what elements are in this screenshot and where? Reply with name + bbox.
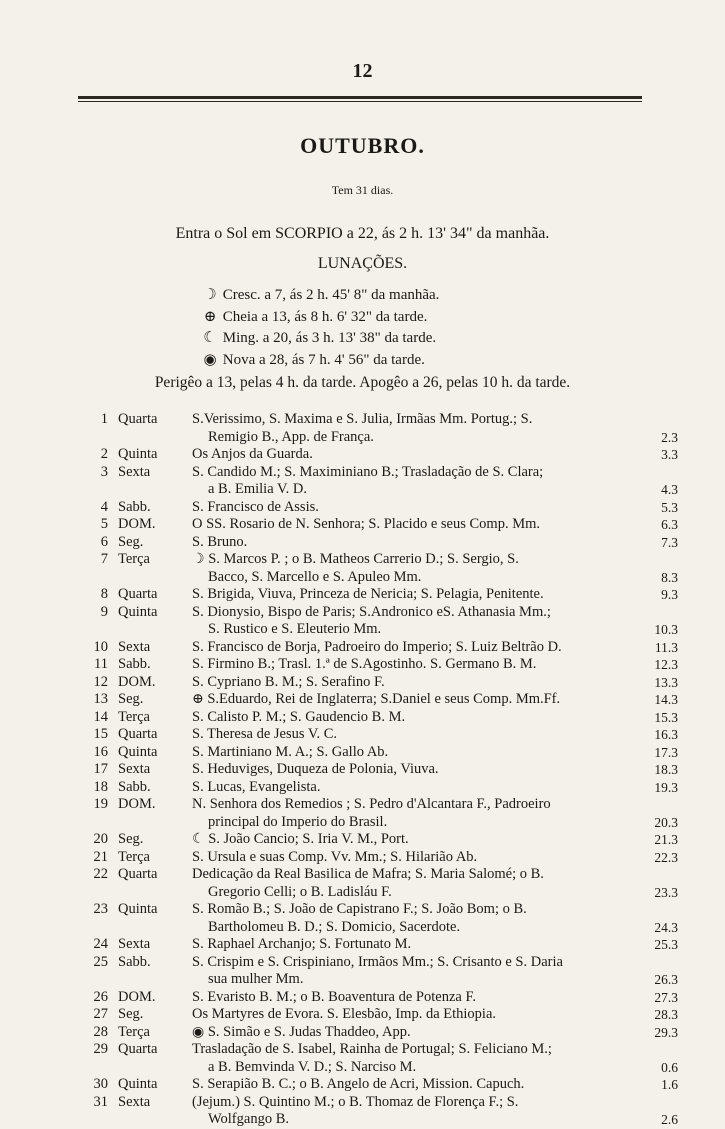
saints-text <box>192 1041 642 1076</box>
day-number: 2 <box>100 446 108 462</box>
weekday: Quinta <box>118 603 158 620</box>
saints-line-continuation: Gregorio Celli; o B. Ladisláu F. <box>208 883 392 900</box>
saints-line: S.Eduardo, Rei de Inglaterra; S.Daniel e seus Comp. Mm.Ff. <box>207 691 561 707</box>
calendar-row <box>78 1041 678 1076</box>
lunation-text: Cheia a 13, ás 8 h. 6' 32" da tarde. <box>222 308 428 325</box>
moon-phase-icon: ☾ <box>192 832 205 847</box>
saints-text <box>192 1094 642 1129</box>
tide-value: 27.3 <box>654 989 678 1005</box>
weekday: Seg. <box>118 831 144 847</box>
tide-value: 14.3 <box>654 692 678 707</box>
saints-line: S. Theresa de Jesus V. C. <box>192 726 337 742</box>
weekday: DOM. <box>118 988 156 1005</box>
day-number: 30 <box>93 1076 108 1092</box>
saints-text <box>192 534 642 552</box>
tide-value: 21.3 <box>654 832 678 847</box>
calendar-row <box>78 674 678 692</box>
days-count: Tem 31 dias. <box>331 183 394 197</box>
saints-line: S. Dionysio, Bispo de Paris; S.Andronico eS. Athanasia Mm.; <box>192 603 551 620</box>
day-number: 11 <box>94 656 108 672</box>
tide-value: 17.3 <box>654 744 678 760</box>
day-number: 10 <box>93 638 108 655</box>
calendar-row <box>78 744 678 762</box>
day-number: 27 <box>93 1006 108 1022</box>
tide-value: 15.3 <box>654 709 678 725</box>
lunations-list <box>201 285 439 371</box>
saints-text <box>192 464 642 499</box>
saints-line: Trasladação de S. Isabel, Rainha de Portugal; S. Feliciano M.; <box>192 1041 552 1057</box>
tide-value: 3.3 <box>661 447 678 462</box>
weekday: Quinta <box>118 901 158 917</box>
saints-line: S. Crispim e S. Crispiniano, Irmãos Mm.; S. Crisanto e S. Daria <box>192 953 563 970</box>
tide-value: 16.3 <box>654 727 678 742</box>
saints-text <box>192 691 642 709</box>
lunations-heading: LUNAÇÕES. <box>317 255 408 272</box>
tide-value: 20.3 <box>654 814 678 830</box>
saints-line: Os Martyres de Evora. S. Elesbão, Imp. da Ethiopia. <box>192 1006 497 1022</box>
calendar-row <box>78 831 678 849</box>
saints-line: S. Cypriano B. M.; S. Serafino F. <box>192 673 385 690</box>
calendar-row <box>78 709 678 727</box>
lunation-row <box>201 285 439 307</box>
header-rule-thick <box>78 96 642 99</box>
calendar-row <box>78 534 678 552</box>
weekday: Seg. <box>118 1006 144 1022</box>
tide-value: 5.3 <box>661 499 678 515</box>
day-number: 12 <box>93 673 108 690</box>
saints-text <box>192 551 642 586</box>
saints-text <box>192 796 642 831</box>
calendar-row <box>78 936 678 954</box>
moon-phase-icon: ⊕ <box>192 692 204 707</box>
tide-value: 4.3 <box>661 482 678 497</box>
weekday: Quarta <box>118 866 158 882</box>
first-quarter-moon-icon: ☽ <box>203 287 217 303</box>
saints-text <box>192 989 642 1007</box>
tide-value: 18.3 <box>654 762 678 777</box>
saints-line-continuation: Wolfgango B. <box>208 1111 289 1127</box>
weekday: Quarta <box>118 586 158 602</box>
month-title: OUTUBRO. <box>300 133 425 158</box>
calendar-row <box>78 1024 678 1042</box>
saints-line: S. Calisto P. M.; S. Gaudencio B. M. <box>192 708 406 725</box>
moon-phase-icon: ◉ <box>192 1024 205 1040</box>
weekday: Quarta <box>118 1041 158 1057</box>
tide-value: 0.6 <box>661 1059 678 1075</box>
lunation-text: Nova a 28, ás 7 h. 4' 56" da tarde. <box>222 351 425 368</box>
tide-value: 7.3 <box>661 534 678 550</box>
saints-line: Dedicação da Real Basilica de Mafra; S. Maria Salomé; o B. <box>192 866 544 882</box>
last-quarter-moon-icon: ☾ <box>203 330 217 346</box>
saints-line-continuation: Bartholomeu B. D.; S. Domicio, Sacerdote. <box>208 918 461 935</box>
day-number: 8 <box>100 586 108 602</box>
tide-value: 25.3 <box>654 937 678 952</box>
saints-text <box>192 744 642 762</box>
tide-value: 23.3 <box>654 884 678 900</box>
weekday: Quinta <box>118 446 158 462</box>
saints-text <box>192 831 642 849</box>
weekday: Seg. <box>118 691 144 707</box>
tide-value: 1.6 <box>661 1077 678 1092</box>
tide-value: 29.3 <box>654 1024 678 1040</box>
weekday: Sabb. <box>118 656 151 672</box>
day-number: 6 <box>100 533 108 550</box>
calendar-row <box>78 849 678 867</box>
weekday: DOM. <box>118 673 156 690</box>
saints-text <box>192 516 642 534</box>
weekday: Quarta <box>118 411 158 427</box>
day-number: 18 <box>93 778 108 795</box>
saints-line-continuation: sua mulher Mm. <box>208 971 304 987</box>
saints-text <box>192 674 642 692</box>
saints-line-continuation: a B. Bemvinda V. D.; S. Narciso M. <box>208 1058 417 1075</box>
calendar-row <box>78 516 678 534</box>
day-number: 9 <box>100 603 108 620</box>
tide-value: 24.3 <box>654 919 678 935</box>
tide-value: 2.6 <box>661 1112 678 1127</box>
tide-value: 28.3 <box>654 1007 678 1022</box>
saints-line-continuation: principal do Imperio do Brasil. <box>208 813 388 830</box>
saints-text <box>192 954 642 989</box>
full-moon-icon: ⊕ <box>203 308 217 325</box>
calendar-row <box>78 639 678 657</box>
saints-text <box>192 1024 642 1042</box>
calendar-row <box>78 1076 678 1094</box>
weekday: Quinta <box>118 743 158 760</box>
lunation-row <box>201 307 439 329</box>
day-number: 24 <box>93 936 108 952</box>
calendar-row <box>78 796 678 831</box>
weekday: Sabb. <box>118 498 151 515</box>
saints-line: S. Evaristo B. M.; o B. Boaventura de Potenza F. <box>192 988 476 1005</box>
saints-text <box>192 1076 642 1094</box>
saints-text <box>192 709 642 727</box>
saints-text <box>192 901 642 936</box>
saints-text <box>192 1006 642 1024</box>
lunation-row <box>201 328 439 350</box>
calendar-row <box>78 604 678 639</box>
calendar-row <box>78 411 678 446</box>
sun-entry-line: Entra o Sol em SCORPIO a 22, ás 2 h. 13' 34" da manhãa. <box>175 225 550 242</box>
saints-line: O SS. Rosario de N. Senhora; S. Placido e seus Comp. Mm. <box>192 516 540 532</box>
saints-line: S. Heduviges, Duqueza de Polonia, Viuva. <box>192 761 439 777</box>
day-number: 1 <box>100 411 108 427</box>
saints-text <box>192 446 642 464</box>
calendar-row <box>78 779 678 797</box>
day-number: 23 <box>93 901 108 917</box>
saints-line: S. Francisco de Assis. <box>192 498 319 515</box>
day-number: 29 <box>93 1041 108 1057</box>
saints-line: S. Bruno. <box>192 533 248 550</box>
saints-line: N. Senhora dos Remedios ; S. Pedro d'Alcantara F., Padroeiro <box>192 796 551 812</box>
saints-line: S. Brigida, Viuva, Princeza de Nericia; S. Pelagia, Penitente. <box>192 586 544 602</box>
calendar-row <box>78 691 678 709</box>
day-number: 21 <box>93 848 108 865</box>
day-number: 16 <box>93 743 108 760</box>
tide-value: 12.3 <box>654 657 678 672</box>
weekday: DOM. <box>118 796 156 812</box>
day-number: 25 <box>93 953 108 970</box>
weekday: Quinta <box>118 1076 158 1092</box>
tide-value: 6.3 <box>661 517 678 532</box>
saints-text <box>192 936 642 954</box>
weekday: Terça <box>118 1023 150 1040</box>
day-number: 31 <box>93 1093 108 1110</box>
day-number: 13 <box>93 691 108 707</box>
day-number: 28 <box>93 1023 108 1040</box>
saints-line: S. Marcos P. ; o B. Matheos Carrerio D.; S. Sergio, S. <box>208 551 519 567</box>
calendar-row <box>78 1006 678 1024</box>
new-moon-icon: ◉ <box>203 351 217 368</box>
page-number: 12 <box>352 60 373 82</box>
calendar-row <box>78 551 678 586</box>
saints-line: S.Verissimo, S. Maxima e S. Julia, Irmãas Mm. Portug.; S. <box>192 411 533 427</box>
calendar-row <box>78 499 678 517</box>
calendar-row <box>78 866 678 901</box>
saints-line: S. Serapião B. C.; o B. Angelo de Acri, Mission. Capuch. <box>192 1076 525 1092</box>
perigee-apogee-line: Perigêo a 13, pelas 4 h. da tarde. Apogêo a 26, pelas 10 h. da tarde. <box>154 374 571 391</box>
saints-line: S. Francisco de Borja, Padroeiro do Imperio; S. Luiz Beltrão D. <box>192 638 562 655</box>
saints-line: S. Raphael Archanjo; S. Fortunato M. <box>192 936 412 952</box>
saints-line: Os Anjos da Guarda. <box>192 446 313 462</box>
saints-text <box>192 639 642 657</box>
saints-line: (Jejum.) S. Quintino M.; o B. Thomaz de Florença F.; S. <box>192 1093 519 1110</box>
saints-text <box>192 761 642 779</box>
calendar-row <box>78 901 678 936</box>
weekday: Quarta <box>118 726 158 742</box>
saints-text <box>192 656 642 674</box>
tide-value: 2.3 <box>661 429 678 445</box>
calendar-row <box>78 989 678 1007</box>
weekday: DOM. <box>118 516 156 532</box>
weekday: Terça <box>118 848 150 865</box>
saints-line: S. João Cancio; S. Iria V. M., Port. <box>208 831 409 847</box>
saints-line-continuation: a B. Emilia V. D. <box>208 481 307 497</box>
day-number: 15 <box>93 726 108 742</box>
saints-text <box>192 604 642 639</box>
lunation-text: Ming. a 20, ás 3 h. 13' 38" da tarde. <box>222 330 437 346</box>
day-number: 26 <box>93 988 108 1005</box>
calendar-row <box>78 586 678 604</box>
tide-value: 19.3 <box>654 779 678 795</box>
calendar-row <box>78 656 678 674</box>
weekday: Sabb. <box>118 778 151 795</box>
lunation-text: Cresc. a 7, ás 2 h. 45' 8" da manhãa. <box>222 287 440 303</box>
tide-value: 26.3 <box>654 972 678 987</box>
tide-value: 10.3 <box>654 622 678 637</box>
day-number: 22 <box>93 866 108 882</box>
tide-value: 13.3 <box>654 674 678 690</box>
tide-value: 11.3 <box>654 639 678 655</box>
tide-value: 9.3 <box>661 587 678 602</box>
saints-line-continuation: Bacco, S. Marcello e S. Apuleo Mm. <box>208 568 422 585</box>
day-number: 19 <box>93 796 108 812</box>
calendar-row <box>78 1094 678 1129</box>
weekday: Sexta <box>118 761 151 777</box>
calendar-row <box>78 954 678 989</box>
saints-text <box>192 866 642 901</box>
day-number: 20 <box>93 831 108 847</box>
calendar-row <box>78 726 678 744</box>
saints-line: S. Firmino B.; Trasl. 1.ª de S.Agostinho. S. Germano B. M. <box>192 656 537 672</box>
moon-phase-icon: ☽ <box>192 552 205 567</box>
day-number: 14 <box>93 708 108 725</box>
day-number: 17 <box>93 761 108 777</box>
calendar-row <box>78 464 678 499</box>
weekday: Seg. <box>118 533 144 550</box>
header-rule-thin <box>78 101 642 102</box>
weekday: Sexta <box>118 1093 151 1110</box>
saints-text <box>192 726 642 744</box>
calendar-list <box>78 411 678 1129</box>
weekday: Sexta <box>118 463 151 480</box>
saints-line: S. Ursula e suas Comp. Vv. Mm.; S. Hilarião Ab. <box>192 848 478 865</box>
day-number: 4 <box>100 498 108 515</box>
weekday: Sabb. <box>118 953 151 970</box>
calendar-row <box>78 446 678 464</box>
day-number: 7 <box>100 551 108 567</box>
saints-line-continuation: S. Rustico e S. Eleuterio Mm. <box>208 621 382 637</box>
weekday: Terça <box>118 551 150 567</box>
saints-line: S. Candido M.; S. Maximiniano B.; Trasladação de S. Clara; <box>192 463 544 480</box>
tide-value: 8.3 <box>661 569 678 585</box>
saints-line: S. Martiniano M. A.; S. Gallo Ab. <box>192 743 389 760</box>
weekday: Sexta <box>118 936 151 952</box>
saints-line-continuation: Remigio B., App. de França. <box>208 428 374 445</box>
lunation-row <box>201 350 439 372</box>
calendar-row <box>78 761 678 779</box>
saints-text <box>192 586 642 604</box>
saints-line: S. Simão e S. Judas Thaddeo, App. <box>207 1023 411 1040</box>
tide-value: 22.3 <box>654 849 678 865</box>
saints-line: S. Lucas, Evangelista. <box>192 778 321 795</box>
day-number: 3 <box>100 463 108 480</box>
day-number: 5 <box>100 516 108 532</box>
saints-text <box>192 849 642 867</box>
saints-text <box>192 499 642 517</box>
weekday: Sexta <box>118 638 151 655</box>
saints-line: S. Romão B.; S. João de Capistrano F.; S. João Bom; o B. <box>192 901 527 917</box>
saints-text <box>192 779 642 797</box>
weekday: Terça <box>118 708 150 725</box>
saints-text <box>192 411 642 446</box>
